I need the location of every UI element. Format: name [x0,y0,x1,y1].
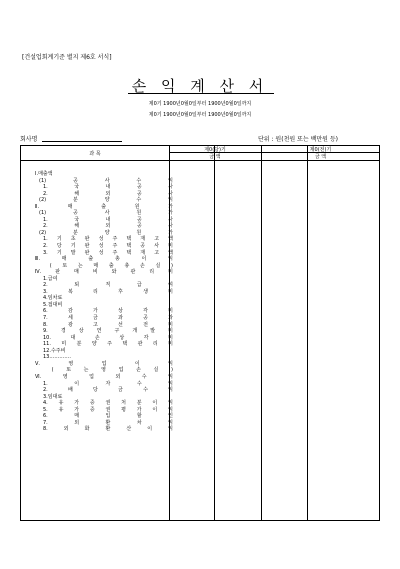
account-name-part: 재 [140,236,146,243]
account-name-part: 리 [149,269,155,276]
account-number: 8. [43,426,48,433]
account-row [35,426,173,433]
account-name-part: 이 [74,380,80,387]
account-name-part: 평 [121,406,126,413]
account-number: (2) [39,229,47,236]
account-name-part: 대 [70,334,76,341]
account-name-part: 비 [168,243,173,250]
account-name-part: 원 [136,210,142,217]
account-name-part: 구 [114,328,120,335]
account-name-part: 택 [126,236,132,243]
account-name-part: 업 [89,373,94,380]
account-name-part: 관 [137,341,143,348]
account-number: Ⅳ. [35,269,42,276]
account-name-part: 택 [122,341,128,348]
account-name-part: 복 [67,288,73,295]
account-name-part: 성 [98,243,104,250]
account-name-part: 비 [168,328,173,335]
account-number: 2. [43,387,48,394]
account-name-part: 과 [168,315,173,322]
account-name-part: 금 [118,387,123,394]
account-name-part: 처 [121,400,126,407]
column-divider [214,146,215,520]
account-name-part: 초 [70,236,76,243]
account-name-part: 가 [74,400,80,407]
form-note: [건설업회계기준 별지 제6호 서식] [22,54,112,61]
account-name-part: 출 [108,262,114,269]
column-divider [261,146,262,520]
account-name-part: 고 [93,321,98,328]
header-current-amount: 금 액 [209,154,221,160]
account-name-part: 익 [168,256,173,263]
account-number: 13. [43,354,51,361]
account-number: 1. [43,236,48,243]
account-name-part: 출 [88,256,94,263]
account-name-part: 환 [105,426,111,433]
account-name-part: 배 [67,387,73,394]
account-name-part: 실 [153,367,159,374]
account-name-part: 상 [118,308,123,315]
account-name-part: 외 [74,419,80,426]
account-name-part: 공 [143,315,148,322]
account-number: (2) [39,197,47,204]
account-name-part: 수 [141,373,147,380]
account-name-part: 주 [112,236,118,243]
account-name-part: 매 [74,413,80,420]
account-name-part: 완 [84,236,90,243]
account-name-part: 유 [58,406,64,413]
account-name-part: 고 [154,236,160,243]
account-name-part: 비 [168,341,173,348]
account-name-part: 급 [136,282,142,289]
account-number: 9. [43,328,48,335]
account-name-part: 성 [98,236,104,243]
header-divider [21,160,380,161]
account-name-part: 판 [55,269,61,276]
account-name-part: 기 [70,243,76,250]
account-name-part: 증 [89,406,95,413]
account-name-part: 익 [168,406,173,413]
header-current-period: 제0(당)기 [204,147,226,153]
account-name-part: 총 [124,262,130,269]
account-name-part: 외 [105,223,111,230]
account-name-part: 주 [112,243,118,250]
header-account: 과 목 [89,151,101,157]
account-name-part: 유 [58,400,64,407]
account-name-part: 분 [72,197,78,204]
account-name-part: 인 [168,413,173,420]
account-name-part: 이 [152,400,158,407]
account-number: 6. [43,413,48,420]
account-name-part: 가 [168,229,173,236]
account-name-part: 수 [136,197,142,204]
account-number: 4. [43,400,48,407]
account-name-part: 광 [67,321,73,328]
account-name-part: 가 [136,406,142,413]
account-name-part: 액 [168,249,173,256]
company-name-field[interactable] [42,141,122,142]
account-name-part: 수 [136,177,142,184]
account-name-part: 외 [105,190,111,197]
account-name-part: 급여 [47,275,58,282]
account-name-part: 비 [168,269,173,276]
company-label: 회사명 [20,136,38,143]
account-name-part: 할 [136,413,142,420]
account-name-part: 주 [107,341,112,348]
account-name-part: 양 [104,229,110,236]
account-name-part: 증 [89,400,95,407]
account-name-part: 또 [66,367,72,374]
account-name-part: 과 [118,315,123,322]
account-number: 7. [43,419,48,426]
account-name-part: 사 [154,243,160,250]
period-current: 제0기 1900년0월0일부터 1900년0월0일까지 [148,101,252,107]
account-name-part: 영 [101,367,106,374]
account-name-part: 고 [154,249,160,256]
unit-label: 단위 : 원(천원 또는 백만원 등) [258,136,338,143]
account-name-part: 사 [168,216,173,223]
account-name-part: 영 [68,360,74,367]
column-divider [307,146,308,520]
account-name-part: ( [49,262,52,269]
account-name-part: 익 [168,400,173,407]
account-name-part: 퇴 [74,282,80,289]
account-number: 8. [43,321,48,328]
account-name-part: 익 [168,197,173,204]
account-number: (1) [39,210,47,217]
account-name-part: 손 [94,334,100,341]
account-name-part: 이 [134,360,140,367]
account-number: Ⅱ. [35,203,40,210]
account-name-part: 익 [168,387,173,394]
account-name-part: 양 [91,341,97,348]
account-name-part: 가 [74,406,80,413]
account-name-part: 성 [98,249,104,256]
account-name-part: 업 [101,360,107,367]
account-name-part: 재 [140,249,146,256]
account-name-part: 국 [74,184,80,191]
account-name-part: 사 [168,184,173,191]
account-name-part: 또 [62,262,68,269]
account-name-part: 기 [56,236,62,243]
account-name-part: 공 [136,184,142,191]
account-name-part: 공 [136,190,142,197]
account-name-part: 수주비 [50,347,66,354]
account-number: 1. [43,275,48,282]
account-name-part: 이 [147,426,153,433]
account-name-part: 리 [93,288,98,295]
account-number: 5. [43,406,48,413]
account-name-part: 택 [126,243,132,250]
income-statement-table [20,145,380,521]
account-name-part: 비 [168,321,173,328]
account-name-part: 는 [83,367,89,374]
account-number: (1) [39,177,47,184]
account-name-part: 감 [67,308,73,315]
account-name-part: 권 [105,400,111,407]
account-name-part: 선 [118,321,123,328]
account-name-part: 와 [111,269,117,276]
account-name-part: 원 [136,229,142,236]
account-name-part: 각 [143,334,149,341]
account-name-part: 내 [105,216,111,223]
account-name-part: 액 [168,236,173,243]
account-name-part: 임차료 [47,295,63,302]
account-name-part: 업 [118,367,124,374]
account-name-part: 매 [93,262,99,269]
account-name-part: 산 [126,426,132,433]
account-name-part: 공 [140,243,146,250]
account-name-part: 후 [118,288,123,295]
account-name-part: 출 [101,203,107,210]
account-name-part: ………… [50,354,71,361]
account-name-part: 발 [150,328,156,335]
account-name-part: 해 [74,190,80,197]
account-name-part: 미 [61,341,67,348]
account-number: 3. [43,288,48,295]
account-name-part: 이 [152,406,158,413]
account-name-part: 자 [105,380,111,387]
account-number: 3. [43,249,48,256]
account-name-part: 택 [126,249,132,256]
account-name-part: 공 [72,210,78,217]
account-name-part: 공 [136,216,142,223]
account-name-part: 익 [168,419,173,426]
account-name-part: 개 [132,328,138,335]
account-name-part: 손 [139,262,145,269]
account-number: 4. [43,295,48,302]
account-number: 2. [43,282,48,289]
account-number: Ⅵ. [35,373,42,380]
account-name-part: 익 [168,360,173,367]
account-name-part: ) [171,367,173,374]
account-name-part: 리 [152,341,158,348]
account-name-part: 공 [136,223,142,230]
account-name-part: 관 [130,269,136,276]
account-name-part: 익 [168,380,173,387]
account-name-part: 분 [76,341,82,348]
account-name-part: 권 [105,406,111,413]
account-name-part: 경 [60,328,66,335]
account-name-part: 실 [155,262,161,269]
account-name-part: 각 [143,308,148,315]
account-name-part: 익 [168,373,173,380]
account-number: 7. [43,315,48,322]
account-name-part: 공 [72,177,78,184]
account-name-part: 사 [104,210,110,217]
account-name-part: 입 [105,413,111,420]
account-name-part: 분 [72,229,78,236]
account-name-part: 익 [168,426,173,433]
account-number: Ⅲ. [35,256,41,263]
account-name-part: 매출액 [38,171,53,177]
account-name-part: 직 [105,282,111,289]
account-name-part: 완 [84,243,90,250]
account-number: 10. [43,334,51,341]
account-name-part: 손 [136,367,141,374]
account-number: 1. [43,380,48,387]
account-name-part: 총 [114,256,120,263]
account-name-part: 매 [74,269,79,276]
account-name-part: 영 [62,373,68,380]
account-number: 2. [43,190,48,197]
account-name-part: 사 [104,177,110,184]
account-number: 5. [43,301,48,308]
account-name-part: 양 [104,197,110,204]
account-name-part: 말 [70,249,76,256]
account-name-part: 사 [168,223,173,230]
account-name-part: 외 [115,373,121,380]
account-number: 2. [43,223,48,230]
account-name-part: 생 [143,288,148,295]
account-number: Ⅰ. [35,171,39,177]
account-name-part: 금 [93,315,98,322]
account-name-part: 가 [168,203,173,210]
header-prior-period: 제0(전)기 [309,147,332,153]
account-name-part: 원 [134,203,140,210]
account-name-part: 세 [67,315,73,322]
account-name-part: 내 [105,184,111,191]
account-name-part: 는 [77,262,83,269]
account-number: 6. [43,308,48,315]
account-name-part: 익 [168,177,173,184]
account-name-part: 비 [168,288,173,295]
account-name-part: 완 [84,249,90,256]
account-name-part: 수 [136,380,142,387]
account-number: Ⅴ. [35,360,41,367]
account-number: 1. [43,216,48,223]
account-name-part: 국 [74,216,80,223]
account-name-part: ( [51,367,54,374]
account-name-part: 화 [84,426,90,433]
account-name-part: 임대료 [47,393,63,400]
account-number: 12. [43,347,51,354]
account-name-part: 전 [143,321,148,328]
account-name-part: 환 [105,419,111,426]
account-number: 1. [43,184,48,191]
account-name-part: 비 [92,269,98,276]
header-prior-amount: 금 액 [314,154,327,160]
account-name-part: ) [171,262,173,269]
account-name-part: 해 [74,223,80,230]
account-name-part: 접대비 [47,301,63,308]
account-name-part: 상 [119,334,125,341]
account-name-part: 외 [63,426,69,433]
account-name-part: 상 [78,328,84,335]
account-name-part: 매 [67,203,73,210]
period-prior: 제0기 1900년0월0일부터 1900년0월0일까지 [148,112,252,118]
account-name-part: 기 [56,249,62,256]
account-number: 2. [43,243,48,250]
account-name-part: 수 [143,387,148,394]
document-title: 손 익 계 산 서 [131,77,269,95]
account-name-part: 당 [56,243,62,250]
account-number: 3. [43,393,48,400]
account-name-part: 비 [168,334,173,341]
account-name-part: 분 [136,400,142,407]
account-name-part: 가 [168,210,173,217]
account-name-part: 연 [96,328,102,335]
account-name-part: 비 [168,308,173,315]
account-name-part: 여 [168,282,173,289]
account-name-part: 당 [93,387,98,394]
account-list [35,171,173,433]
account-name-part: 주 [112,249,118,256]
account-name-part: 차 [136,419,142,426]
account-name-part: 가 [93,308,98,315]
account-number: 11. [43,341,51,348]
account-name-part: 사 [168,190,173,197]
title-underline [128,93,274,94]
account-name-part: 매 [61,256,67,263]
account-name-part: 이 [141,256,147,263]
